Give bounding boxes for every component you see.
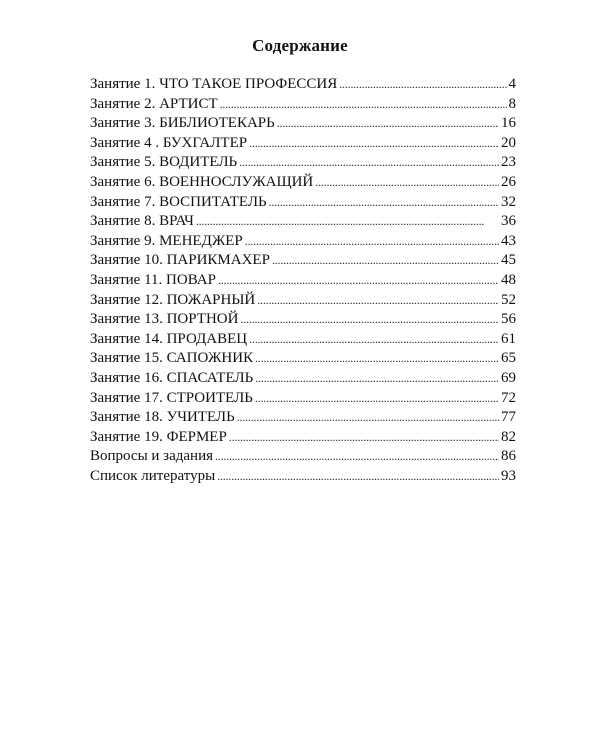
toc-entry-page: 93 (501, 467, 516, 484)
toc-entry-page: 20 (501, 134, 516, 151)
dot-leader (215, 447, 499, 467)
dot-leader (272, 251, 499, 271)
toc-entry-page: 52 (501, 291, 516, 308)
toc-entry-page: 4 (508, 76, 516, 92)
toc-entry (90, 251, 516, 271)
dot-leader (237, 408, 499, 428)
toc-entry-page: 48 (501, 271, 516, 288)
toc-entry-page: 56 (501, 311, 516, 328)
toc-entry-page: 23 (501, 154, 516, 171)
toc-entry-page: 77 (501, 409, 516, 426)
toc-entry-label: Занятие 13. ПОРТНОЙ (90, 311, 239, 328)
toc-entry (90, 330, 516, 350)
dot-leader (218, 271, 499, 291)
toc-entry-label: Занятие 2. АРТИСТ (90, 95, 218, 112)
toc-entry-page: 32 (501, 193, 516, 210)
dot-leader (196, 212, 499, 232)
toc-entry (90, 291, 516, 311)
toc-entry-page: 61 (501, 330, 516, 347)
toc-entry-label: Занятие 18. УЧИТЕЛЬ (90, 409, 235, 426)
toc-entry-label: Занятие 19. ФЕРМЕР (90, 428, 227, 445)
toc-entry-label: Занятие 3. БИБЛИОТЕКАРЬ (90, 115, 275, 132)
toc-entry (90, 193, 516, 213)
toc-entry-page: 86 (501, 448, 516, 465)
dot-leader (255, 369, 499, 389)
toc-entry-page: 36 (501, 213, 516, 230)
dot-leader (240, 310, 499, 330)
toc-entry-label: Занятие 11. ПОВАР (90, 271, 216, 288)
toc-entry (90, 310, 516, 330)
dot-leader (249, 134, 499, 154)
dot-leader (239, 153, 499, 173)
dot-leader (277, 114, 499, 134)
toc-entry (90, 467, 516, 487)
toc-entry-label: Занятие 14. ПРОДАВЕЦ (90, 330, 248, 347)
toc-entry-label: Занятие 15. САПОЖНИК (90, 350, 254, 367)
toc-entry (90, 134, 516, 154)
dot-leader (255, 349, 499, 369)
toc-entry (90, 173, 516, 193)
toc-entry-page: 26 (501, 173, 516, 190)
dot-leader (257, 291, 499, 311)
toc-entry-label: Занятие 6. ВОЕННОСЛУЖАЩИЙ (90, 173, 314, 190)
dot-leader (220, 95, 507, 115)
toc-entry-label: Занятие 4 . БУХГАЛТЕР (90, 134, 248, 151)
toc-entry-label: Список литературы (90, 467, 216, 484)
toc-entry-label: Занятие 8. ВРАЧ (90, 213, 194, 230)
dot-leader (255, 389, 499, 409)
dot-leader (217, 467, 499, 487)
toc-entry (90, 95, 516, 115)
toc-entry (90, 114, 516, 134)
toc-entry-page: 69 (501, 369, 516, 386)
toc-entry-label: Занятие 9. МЕНЕДЖЕР (90, 232, 243, 249)
toc-entry (90, 212, 516, 232)
toc-entry-label: Занятие 17. СТРОИТЕЛЬ (90, 389, 253, 406)
toc-entry-page: 65 (501, 350, 516, 367)
toc-entry (90, 428, 516, 448)
toc-entry-page: 16 (501, 115, 516, 132)
toc-entry-page: 82 (501, 428, 516, 445)
toc-entry (90, 349, 516, 369)
page-title: Содержание (252, 36, 348, 55)
toc-entry-label: Занятие 10. ПАРИКМАХЕР (90, 252, 270, 269)
toc-entry-label: Вопросы и задания (90, 448, 213, 465)
table-of-contents (90, 75, 516, 486)
dot-leader (229, 428, 499, 448)
toc-entry (90, 369, 516, 389)
toc-entry (90, 447, 516, 467)
toc-entry (90, 389, 516, 409)
toc-entry (90, 232, 516, 252)
dot-leader (339, 75, 506, 95)
toc-entry-label: Занятие 1. ЧТО ТАКОЕ ПРОФЕССИЯ (90, 76, 338, 92)
toc-entry (90, 408, 516, 428)
toc-entry (90, 153, 516, 173)
toc-entry-label: Занятие 5. ВОДИТЕЛЬ (90, 154, 238, 171)
toc-entry-page: 72 (501, 389, 516, 406)
toc-entry (90, 75, 516, 95)
toc-entry-label: Занятие 12. ПОЖАРНЫЙ (90, 291, 256, 308)
dot-leader (245, 232, 499, 252)
toc-entry (90, 271, 516, 291)
dot-leader (249, 330, 499, 350)
toc-entry-page: 43 (501, 232, 516, 249)
toc-entry-label: Занятие 7. ВОСПИТАТЕЛЬ (90, 193, 267, 210)
dot-leader (315, 173, 499, 193)
toc-entry-page: 45 (501, 252, 516, 269)
toc-entry-page: 8 (508, 95, 516, 112)
dot-leader (269, 193, 499, 213)
toc-entry-label: Занятие 16. СПАСАТЕЛЬ (90, 369, 254, 386)
